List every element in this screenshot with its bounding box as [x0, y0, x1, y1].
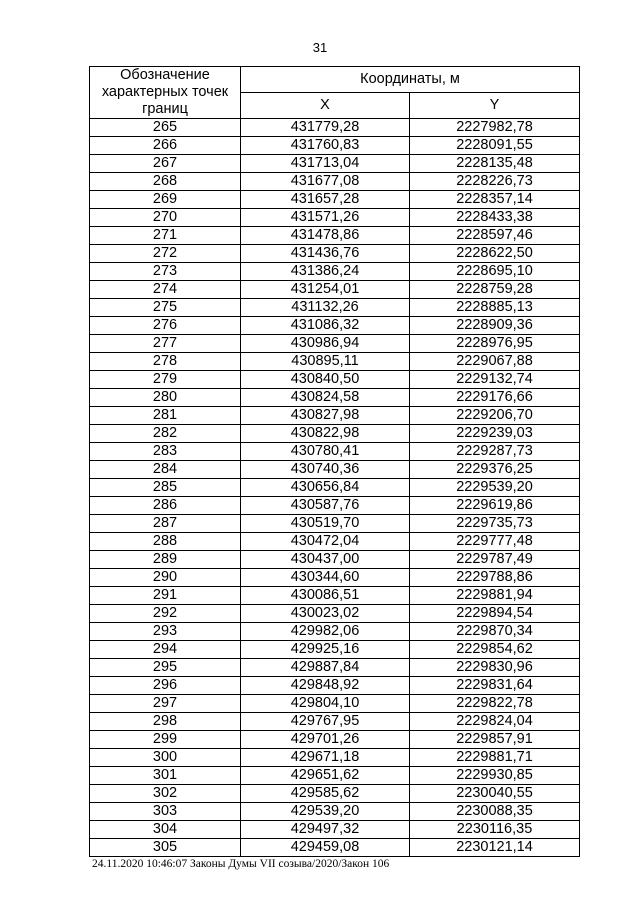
- point-id-cell: 295: [90, 659, 241, 677]
- y-coordinate-cell: 2229870,34: [410, 623, 580, 641]
- y-coordinate-cell: 2228622,50: [410, 245, 580, 263]
- x-coordinate-cell: 429585,62: [241, 785, 410, 803]
- y-coordinate-cell: 2229777,48: [410, 533, 580, 551]
- point-id-cell: 293: [90, 623, 241, 641]
- point-id-cell: 292: [90, 605, 241, 623]
- x-coordinate-cell: 429887,84: [241, 659, 410, 677]
- point-id-cell: 275: [90, 299, 241, 317]
- point-id-cell: 298: [90, 713, 241, 731]
- point-id-cell: 289: [90, 551, 241, 569]
- x-coordinate-cell: 429497,32: [241, 821, 410, 839]
- table-row: [90, 317, 580, 335]
- table-row: [90, 515, 580, 533]
- x-coordinate-cell: 431713,04: [241, 155, 410, 173]
- table-row: [90, 731, 580, 749]
- table-row: [90, 119, 580, 137]
- x-coordinate-cell: 430740,36: [241, 461, 410, 479]
- x-coordinate-cell: 431132,26: [241, 299, 410, 317]
- x-coordinate-cell: 430656,84: [241, 479, 410, 497]
- point-id-cell: 287: [90, 515, 241, 533]
- y-coordinate-cell: 2228695,10: [410, 263, 580, 281]
- point-id-cell: 266: [90, 137, 241, 155]
- x-coordinate-cell: 430827,98: [241, 407, 410, 425]
- x-coordinate-cell: 431478,86: [241, 227, 410, 245]
- point-id-cell: 267: [90, 155, 241, 173]
- x-coordinate-cell: 431657,28: [241, 191, 410, 209]
- x-coordinate-cell: 429767,95: [241, 713, 410, 731]
- table-row: [90, 713, 580, 731]
- table-row: [90, 533, 580, 551]
- table-row: [90, 209, 580, 227]
- x-coordinate-cell: 430472,04: [241, 533, 410, 551]
- point-id-cell: 290: [90, 569, 241, 587]
- point-id-cell: 268: [90, 173, 241, 191]
- point-id-cell: 273: [90, 263, 241, 281]
- table-row: [90, 803, 580, 821]
- table-row: [90, 605, 580, 623]
- x-coordinate-cell: 429651,62: [241, 767, 410, 785]
- x-coordinate-cell: 430519,70: [241, 515, 410, 533]
- y-coordinate-cell: 2229857,91: [410, 731, 580, 749]
- table-row: [90, 425, 580, 443]
- header-y: Y: [410, 93, 580, 119]
- y-coordinate-cell: 2228759,28: [410, 281, 580, 299]
- y-coordinate-cell: 2229830,96: [410, 659, 580, 677]
- header-point-designation: Обозначение характерных точек границ: [90, 67, 241, 119]
- table-row: [90, 677, 580, 695]
- table-row: [90, 767, 580, 785]
- point-id-cell: 296: [90, 677, 241, 695]
- x-coordinate-cell: 430587,76: [241, 497, 410, 515]
- point-id-cell: 284: [90, 461, 241, 479]
- table-row: [90, 191, 580, 209]
- x-coordinate-cell: 430344,60: [241, 569, 410, 587]
- y-coordinate-cell: 2228091,55: [410, 137, 580, 155]
- point-id-cell: 299: [90, 731, 241, 749]
- y-coordinate-cell: 2230116,35: [410, 821, 580, 839]
- y-coordinate-cell: 2229067,88: [410, 353, 580, 371]
- y-coordinate-cell: 2228226,73: [410, 173, 580, 191]
- x-coordinate-cell: 430437,00: [241, 551, 410, 569]
- document-footer: 24.11.2020 10:46:07 Законы Думы VII созыва/2020/Закон 106: [92, 858, 390, 870]
- point-id-cell: 279: [90, 371, 241, 389]
- x-coordinate-cell: 429925,16: [241, 641, 410, 659]
- y-coordinate-cell: 2229831,64: [410, 677, 580, 695]
- table-row: [90, 371, 580, 389]
- y-coordinate-cell: 2229822,78: [410, 695, 580, 713]
- table-row: [90, 641, 580, 659]
- x-coordinate-cell: 430023,02: [241, 605, 410, 623]
- y-coordinate-cell: 2228357,14: [410, 191, 580, 209]
- table-row: [90, 785, 580, 803]
- point-id-cell: 288: [90, 533, 241, 551]
- y-coordinate-cell: 2229735,73: [410, 515, 580, 533]
- table-row: [90, 443, 580, 461]
- point-id-cell: 294: [90, 641, 241, 659]
- point-id-cell: 272: [90, 245, 241, 263]
- table-row: [90, 173, 580, 191]
- table-row: [90, 587, 580, 605]
- y-coordinate-cell: 2229894,54: [410, 605, 580, 623]
- x-coordinate-cell: 431677,08: [241, 173, 410, 191]
- point-id-cell: 300: [90, 749, 241, 767]
- y-coordinate-cell: 2228135,48: [410, 155, 580, 173]
- table-row: [90, 407, 580, 425]
- x-coordinate-cell: 430780,41: [241, 443, 410, 461]
- y-coordinate-cell: 2229787,49: [410, 551, 580, 569]
- y-coordinate-cell: 2229619,86: [410, 497, 580, 515]
- x-coordinate-cell: 431760,83: [241, 137, 410, 155]
- y-coordinate-cell: 2230040,55: [410, 785, 580, 803]
- table-row: [90, 335, 580, 353]
- x-coordinate-cell: 429701,26: [241, 731, 410, 749]
- table-row: [90, 281, 580, 299]
- y-coordinate-cell: 2229930,85: [410, 767, 580, 785]
- table-row: [90, 695, 580, 713]
- table-row: [90, 551, 580, 569]
- x-coordinate-cell: 430986,94: [241, 335, 410, 353]
- table-row: [90, 245, 580, 263]
- page-number: 31: [312, 40, 328, 55]
- x-coordinate-cell: 429804,10: [241, 695, 410, 713]
- table-row: [90, 749, 580, 767]
- point-id-cell: 269: [90, 191, 241, 209]
- table-header: [90, 67, 580, 119]
- x-coordinate-cell: 431254,01: [241, 281, 410, 299]
- table-row: [90, 263, 580, 281]
- point-id-cell: 286: [90, 497, 241, 515]
- point-id-cell: 301: [90, 767, 241, 785]
- x-coordinate-cell: 429459,08: [241, 839, 410, 857]
- y-coordinate-cell: 2229287,73: [410, 443, 580, 461]
- y-coordinate-cell: 2229788,86: [410, 569, 580, 587]
- x-coordinate-cell: 430824,58: [241, 389, 410, 407]
- point-id-cell: 265: [90, 119, 241, 137]
- y-coordinate-cell: 2229881,71: [410, 749, 580, 767]
- table-row: [90, 497, 580, 515]
- y-coordinate-cell: 2229539,20: [410, 479, 580, 497]
- y-coordinate-cell: 2229132,74: [410, 371, 580, 389]
- x-coordinate-cell: 429539,20: [241, 803, 410, 821]
- point-id-cell: 280: [90, 389, 241, 407]
- y-coordinate-cell: 2229376,25: [410, 461, 580, 479]
- x-coordinate-cell: 429982,06: [241, 623, 410, 641]
- header-coordinates: Координаты, м: [241, 67, 580, 93]
- y-coordinate-cell: 2229206,70: [410, 407, 580, 425]
- point-id-cell: 283: [90, 443, 241, 461]
- point-id-cell: 302: [90, 785, 241, 803]
- y-coordinate-cell: 2230088,35: [410, 803, 580, 821]
- table-row: [90, 839, 580, 857]
- point-id-cell: 276: [90, 317, 241, 335]
- point-id-cell: 271: [90, 227, 241, 245]
- point-id-cell: 274: [90, 281, 241, 299]
- table-row: [90, 155, 580, 173]
- point-id-cell: 281: [90, 407, 241, 425]
- y-coordinate-cell: 2229176,66: [410, 389, 580, 407]
- table-row: [90, 821, 580, 839]
- y-coordinate-cell: 2228976,95: [410, 335, 580, 353]
- table-body: [90, 119, 580, 857]
- y-coordinate-cell: 2229881,94: [410, 587, 580, 605]
- table-row: [90, 569, 580, 587]
- x-coordinate-cell: 430895,11: [241, 353, 410, 371]
- x-coordinate-cell: 431436,76: [241, 245, 410, 263]
- table-row: [90, 479, 580, 497]
- x-coordinate-cell: 429671,18: [241, 749, 410, 767]
- y-coordinate-cell: 2227982,78: [410, 119, 580, 137]
- x-coordinate-cell: 430086,51: [241, 587, 410, 605]
- point-id-cell: 278: [90, 353, 241, 371]
- y-coordinate-cell: 2229239,03: [410, 425, 580, 443]
- y-coordinate-cell: 2228433,38: [410, 209, 580, 227]
- point-id-cell: 305: [90, 839, 241, 857]
- x-coordinate-cell: 429848,92: [241, 677, 410, 695]
- x-coordinate-cell: 431086,32: [241, 317, 410, 335]
- table-row: [90, 299, 580, 317]
- table-row: [90, 137, 580, 155]
- y-coordinate-cell: 2230121,14: [410, 839, 580, 857]
- point-id-cell: 297: [90, 695, 241, 713]
- y-coordinate-cell: 2228885,13: [410, 299, 580, 317]
- table-row: [90, 623, 580, 641]
- y-coordinate-cell: 2228909,36: [410, 317, 580, 335]
- x-coordinate-cell: 431779,28: [241, 119, 410, 137]
- x-coordinate-cell: 430840,50: [241, 371, 410, 389]
- table-row: [90, 659, 580, 677]
- point-id-cell: 270: [90, 209, 241, 227]
- y-coordinate-cell: 2228597,46: [410, 227, 580, 245]
- x-coordinate-cell: 431386,24: [241, 263, 410, 281]
- x-coordinate-cell: 431571,26: [241, 209, 410, 227]
- point-id-cell: 285: [90, 479, 241, 497]
- coordinates-table: [89, 66, 580, 857]
- point-id-cell: 291: [90, 587, 241, 605]
- point-id-cell: 282: [90, 425, 241, 443]
- table-row: [90, 353, 580, 371]
- header-x: X: [241, 93, 410, 119]
- table-row: [90, 389, 580, 407]
- point-id-cell: 304: [90, 821, 241, 839]
- table-row: [90, 461, 580, 479]
- y-coordinate-cell: 2229824,04: [410, 713, 580, 731]
- y-coordinate-cell: 2229854,62: [410, 641, 580, 659]
- table-row: [90, 227, 580, 245]
- point-id-cell: 277: [90, 335, 241, 353]
- point-id-cell: 303: [90, 803, 241, 821]
- x-coordinate-cell: 430822,98: [241, 425, 410, 443]
